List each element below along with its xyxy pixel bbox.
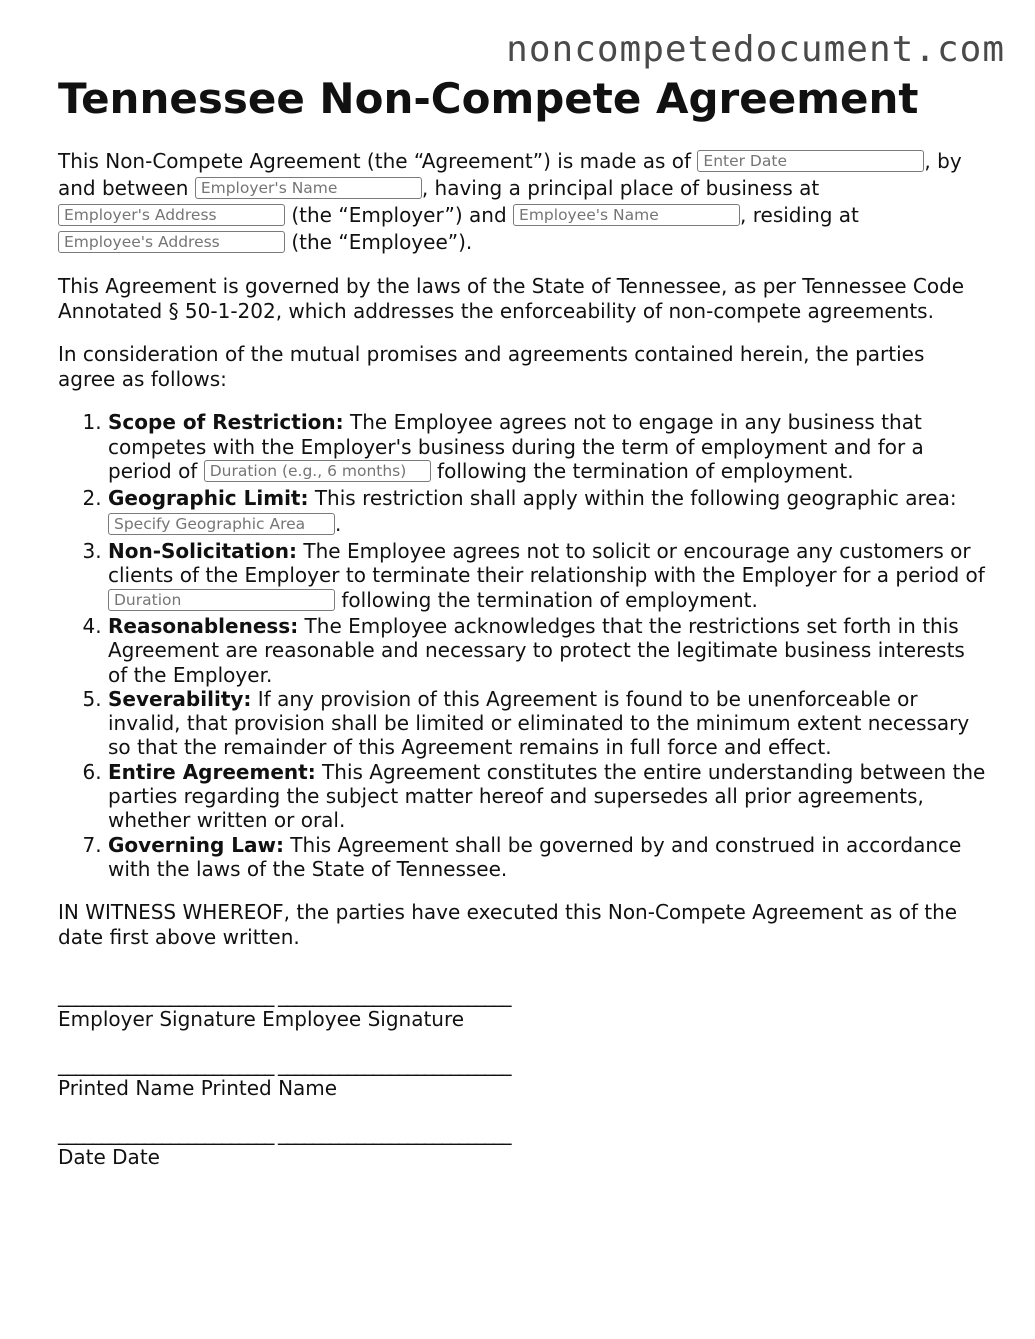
clause-non-solicitation <box>108 539 988 612</box>
date-row <box>58 1121 988 1169</box>
geographic-area-field[interactable] <box>108 513 335 535</box>
signature-label: Employer Signature Employee Signature <box>58 1007 465 1032</box>
clause-text: The Employee acknowledges that the restrictions set forth in this Agreement are reasonable and necessary to protect the legitimate business interests of the Employer. <box>108 613 965 687</box>
clause-text: If any provision of this Agreement is found to be unenforceable or invalid, that provision shall be limited or eliminated to the minimum extent necessary so that the remainder of this Agreement remains in full force and effect. <box>108 686 970 760</box>
intro-text-5: , residing at <box>740 202 859 227</box>
clause-title: Entire Agreement: <box>108 759 316 784</box>
clause-severability <box>108 687 988 760</box>
clause-scope <box>108 410 988 483</box>
signature-block <box>58 983 988 1169</box>
clause-title: Reasonableness: <box>108 613 299 638</box>
clause-text-end: following the termination of employment. <box>335 587 758 612</box>
clause-title: Severability: <box>108 686 252 711</box>
document <box>58 74 988 1190</box>
clause-governing-law <box>108 833 988 882</box>
date-label: Date Date <box>58 1145 160 1170</box>
date-field[interactable] <box>697 150 924 172</box>
intro-text-3: , having a principal place of business at <box>421 176 820 201</box>
clause-text: The Employee agrees not to engage in any business that competes with the Employer's business during the term of employment and for a period of <box>108 410 924 483</box>
intro-paragraph <box>58 148 988 255</box>
clause-geographic-limit <box>108 485 988 537</box>
date-line: _________________________ ___________________________ <box>58 1121 511 1146</box>
intro-text-1: This Non-Compete Agreement (the “Agreement”) is made as of <box>58 149 698 174</box>
clause-title: Governing Law: <box>108 832 284 857</box>
clause-text-end: following the termination of employment. <box>430 458 854 483</box>
clause-text: This restriction shall apply within the following geographic area: <box>308 486 957 511</box>
employee-name-field[interactable] <box>513 204 740 226</box>
clause-title: Geographic Limit: <box>108 486 309 511</box>
intro-text-6: (the “Employee”). <box>285 229 473 254</box>
clause-reasonableness <box>108 614 988 687</box>
printed-name-row <box>58 1052 988 1100</box>
governing-paragraph: This Agreement is governed by the laws of the State of Tennessee, as per Tennessee Code Annotated § 50-1-202, which addresses the enforceability of non-compete agreements. <box>58 274 965 323</box>
clauses-list <box>58 410 988 881</box>
employer-address-field[interactable] <box>58 204 285 226</box>
employee-address-field[interactable] <box>58 231 285 253</box>
signature-line: _________________________ ___________________________ <box>58 983 511 1008</box>
printed-name-line: _________________________ ___________________________ <box>58 1052 511 1077</box>
clause-text: This Agreement constitutes the entire understanding between the parties regarding the subject matter hereof and supersedes all prior agreements, whether written or oral. <box>108 759 986 833</box>
signature-row <box>58 983 988 1031</box>
witness-paragraph: IN WITNESS WHEREOF, the parties have executed this Non-Compete Agreement as of the date first above written. <box>58 900 958 949</box>
solicitation-duration-field[interactable] <box>108 589 335 611</box>
clause-text-end: . <box>335 512 342 537</box>
employer-name-field[interactable] <box>195 177 422 199</box>
clause-title: Non-Solicitation: <box>108 539 298 564</box>
consideration-paragraph: In consideration of the mutual promises and agreements contained herein, the parties agree as follows: <box>58 342 925 391</box>
page-title: Tennessee Non-Compete Agreement <box>58 74 919 123</box>
clause-entire-agreement <box>108 760 988 833</box>
restriction-duration-field[interactable] <box>204 460 431 482</box>
site-watermark: noncompetedocument.com <box>506 29 1005 70</box>
clause-title: Scope of Restriction: <box>108 410 344 435</box>
intro-text-2: , by and between <box>58 149 962 201</box>
printed-name-label: Printed Name Printed Name <box>58 1076 338 1101</box>
clause-text: This Agreement shall be governed by and construed in accordance with the laws of the State of Tennessee. <box>108 832 962 881</box>
clause-text: The Employee agrees not to solicit or encourage any customers or clients of the Employer to terminate their relationship with the Employer for a period of <box>108 539 985 588</box>
intro-text-4: (the “Employer”) and <box>285 202 514 227</box>
